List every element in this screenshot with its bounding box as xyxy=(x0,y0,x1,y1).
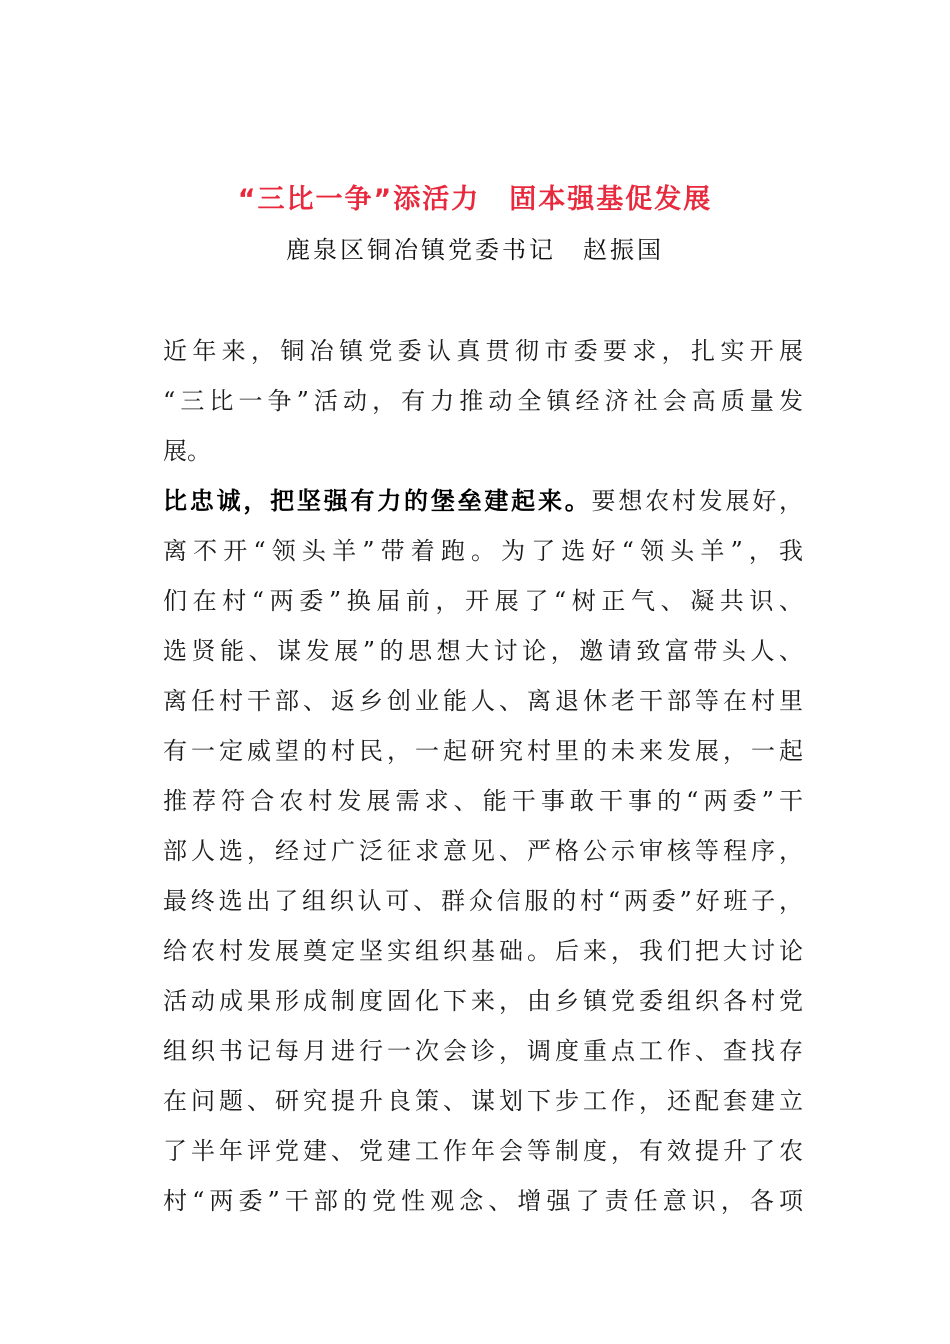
paragraph-line: 们在村“两委”换届前，开展了“树正气、凝共识、 xyxy=(163,587,803,615)
paragraph-line: 了半年评党建、党建工作年会等制度，有效提升了农 xyxy=(163,1137,803,1165)
paragraph-line: 选贤能、谋发展”的思想大讨论，邀请致富带头人、 xyxy=(163,637,803,665)
paragraph-line: 组织书记每月进行一次会诊，调度重点工作、查找存 xyxy=(163,1037,803,1065)
paragraph-line: 展。 xyxy=(163,437,211,465)
paragraph-line: 离任村干部、返乡创业能人、离退休老干部等在村里 xyxy=(163,687,803,715)
paragraph-line: 离不开“领头羊”带着跑。为了选好“领头羊”，我 xyxy=(163,537,803,565)
paragraph-line: 推荐符合农村发展需求、能干事敢干事的“两委”干 xyxy=(163,787,803,815)
paragraph-line: 给农村发展奠定坚实组织基础。后来，我们把大讨论 xyxy=(163,937,803,965)
paragraph-line: 部人选，经过广泛征求意见、严格公示审核等程序， xyxy=(163,837,803,865)
paragraph-line: “三比一争”活动，有力推动全镇经济社会高质量发 xyxy=(163,387,803,415)
paragraph-lead-line xyxy=(163,476,803,526)
paragraph-line: 有一定威望的村民，一起研究村里的未来发展，一起 xyxy=(163,737,803,765)
document-body xyxy=(163,326,803,1226)
document-title: “三比一争”添活力 固本强基促发展 xyxy=(237,184,713,215)
paragraph-lead-heading: 比忠诚，把坚强有力的堡垒建起来。 xyxy=(163,486,592,515)
paragraph-lead-tail: 要想农村发展好， xyxy=(591,487,804,515)
paragraph-line: 活动成果形成制度固化下来，由乡镇党委组织各村党 xyxy=(163,987,803,1015)
paragraph-line: 最终选出了组织认可、群众信服的村“两委”好班子， xyxy=(163,887,803,915)
paragraph-line: 近年来，铜冶镇党委认真贯彻市委要求，扎实开展 xyxy=(163,337,803,365)
paragraph-line: 在问题、研究提升良策、谋划下步工作，还配套建立 xyxy=(163,1087,803,1115)
author-byline: 鹿泉区铜冶镇党委书记 赵振国 xyxy=(286,236,664,264)
paragraph-line: 村“两委”干部的党性观念、增强了责任意识，各项 xyxy=(163,1187,803,1215)
